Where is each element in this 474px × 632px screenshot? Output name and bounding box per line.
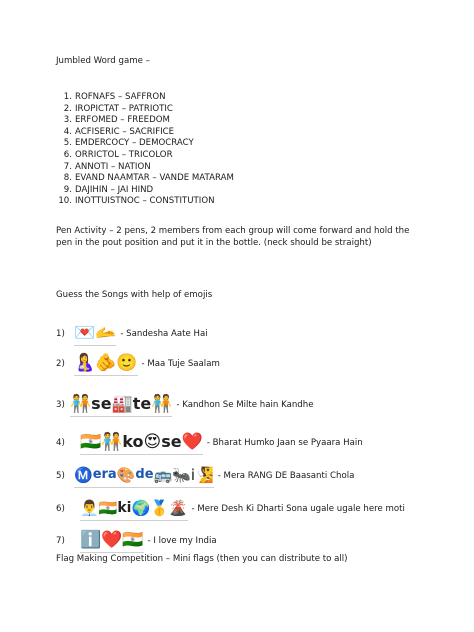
item-text: ORRICTOL – TRICOLOR — [75, 149, 173, 160]
song-answer: - Mera RANG DE Baasanti Chola — [217, 471, 355, 481]
item-text: DAJIHIN – JAI HIND — [75, 184, 154, 195]
song-emoji-clue — [74, 322, 116, 346]
song-row-1 — [56, 321, 208, 347]
song-row-6 — [56, 496, 405, 522]
palette-icon: 🎨 — [116, 466, 136, 484]
list-item — [56, 115, 234, 127]
item-text: ACFISERIC – SACRIFICE — [75, 126, 175, 137]
heart-icon: ❤️ — [181, 432, 203, 452]
song-emoji-clue — [74, 352, 138, 376]
item-text: INOTTUISTNOC – CONSTITUTION — [75, 196, 215, 207]
song-emoji-clue — [80, 497, 188, 521]
song-answer: - Sandesha Aate Hai — [120, 329, 208, 339]
item-text: EVAND NAAMTAR – VANDE MATARAM — [75, 173, 234, 184]
item-number: 4. — [63, 126, 72, 137]
flag-making-text: Flag Making Competition – Mini flags (then you can distribute to all) — [56, 554, 348, 564]
list-item — [56, 162, 234, 174]
item-text: ROFNAFS – SAFFRON — [75, 92, 166, 102]
pen-activity-paragraph: Pen Activity – 2 pens, 2 members from each group will come forward and hold the pen in the pout position and put it in the bottle. (neck should be straight) — [56, 226, 410, 248]
song-row-7 — [56, 528, 217, 554]
item-text: IROPICTAT – PATRIOTIC — [75, 103, 173, 114]
people-icon: 🧑‍🤝‍🧑 — [70, 394, 92, 414]
flag-people-icon: 🇮🇳🧑‍🤝‍🧑 — [80, 432, 123, 452]
clue-word: se — [91, 394, 112, 413]
song-emoji-clue — [70, 393, 172, 417]
list-item — [56, 138, 234, 150]
song-index: 4) — [56, 438, 65, 448]
list-item — [56, 185, 234, 197]
heart-eyes-icon: 😍 — [143, 432, 162, 452]
song-index: 7) — [56, 536, 65, 546]
song-row-4 — [56, 430, 363, 456]
mother-salute-icon: 🤱🫵🙂 — [74, 353, 138, 373]
love-letter-hand-icon: 💌🫴 — [74, 323, 117, 343]
song-index: 5) — [56, 471, 65, 481]
song-answer: - Mere Desh Ki Dharti Sona ugale ugale here moti — [191, 504, 405, 514]
song-answer: - Maa Tuje Saalam — [141, 359, 220, 369]
item-number: 7. — [63, 161, 72, 172]
song-row-5 — [56, 463, 354, 489]
song-row-3 — [56, 392, 313, 418]
circled-m-icon: Ⓜ️ — [74, 466, 93, 484]
list-item — [56, 173, 234, 185]
list-item — [56, 150, 234, 162]
song-answer: - Bharat Humko Jaan se Pyaara Hain — [206, 438, 363, 448]
item-text: EMDERCOCY – DEMOCRACY — [75, 138, 194, 149]
list-item — [56, 127, 234, 139]
info-heart-flag-icon: ℹ️❤️🇮🇳 — [80, 530, 144, 550]
song-answer: - Kandhon Se Milte hain Kandhe — [176, 400, 314, 410]
clue-word: era — [92, 467, 117, 482]
item-number: 3. — [63, 115, 72, 126]
list-item — [56, 196, 234, 208]
factory-icon: 🏭 — [111, 394, 133, 414]
song-emoji-clue — [74, 464, 214, 488]
item-number: 10. — [58, 196, 72, 207]
songs-heading: Guess the Songs with help of emojis — [56, 290, 213, 300]
song-answer: - I love my India — [147, 536, 217, 546]
item-text: ERFOMED – FREEDOM — [75, 115, 170, 126]
item-number: 1. — [63, 92, 72, 102]
clue-word: ki — [117, 500, 132, 516]
song-index: 6) — [56, 504, 65, 514]
item-number: 8. — [63, 173, 72, 184]
song-emoji-clue — [80, 431, 203, 455]
item-number: 9. — [63, 184, 72, 195]
clue-word: de — [135, 467, 154, 482]
item-number: 5. — [63, 138, 72, 149]
item-number: 6. — [63, 149, 72, 160]
song-index: 2) — [56, 359, 65, 369]
clue-word: ko — [122, 432, 144, 451]
item-number: 2. — [63, 103, 72, 114]
globe-medal-volcano-icon: 🌍🥇🌋 — [131, 499, 188, 517]
song-row-2 — [56, 351, 220, 377]
item-text: ANNOTI – NATION — [75, 161, 151, 172]
song-index: 3) — [56, 400, 65, 410]
clue-word: te — [132, 394, 152, 413]
song-index: 1) — [56, 329, 65, 339]
man-flag-icon: 👨‍💼🇮🇳 — [80, 499, 118, 517]
list-item — [56, 104, 234, 116]
clue-word: se — [161, 432, 182, 451]
jumbled-heading: Jumbled Word game – — [56, 56, 150, 66]
jumbled-word-list — [56, 92, 234, 208]
song-emoji-clue — [80, 529, 144, 553]
list-item — [56, 92, 234, 104]
bus-ant-icon: 🚌🐜i🧏 — [153, 466, 214, 484]
people-icon: 🧑‍🤝‍🧑 — [151, 394, 173, 414]
